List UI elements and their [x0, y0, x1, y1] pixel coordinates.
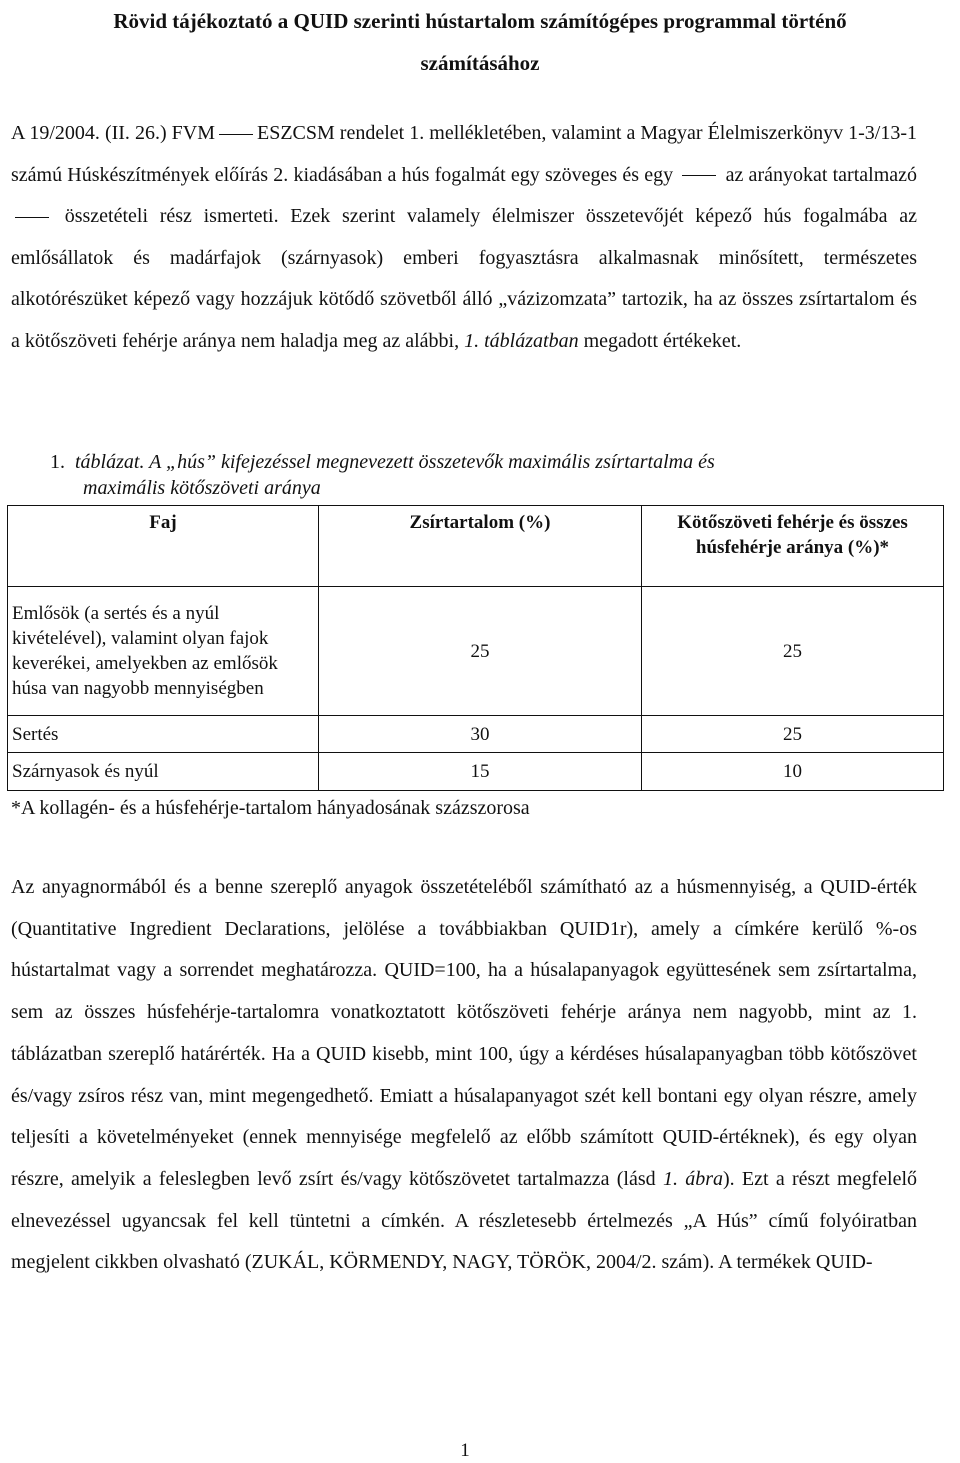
header-connective-tissue-ratio: Kötőszöveti fehérje és összes húsfehérje aránya (%)* [642, 506, 944, 587]
table-header-row [8, 506, 944, 587]
cell-ratio: 10 [642, 753, 944, 791]
intro-text-f: megadott értékeket. [583, 329, 742, 352]
caption-text-line-2: maximális kötőszöveti aránya [83, 477, 321, 499]
cell-ratio: 25 [642, 716, 944, 753]
table-caption [50, 449, 910, 501]
cell-fat: 30 [319, 716, 642, 753]
quid-paragraph [11, 867, 917, 1284]
quid-text-a: Az anyagnormából és a benne szereplő anyagok összetételéből számítható az a húsmennyiség, a QUID-érték (Quantitative Ingredient Declarations, jelölése a továbbiakban QUID1r), amely a címkére kerülő %-os hústartalmat vagy a sorrendet meghatározza. QUID=100, ha a húsalapanyagok együttesének sem zsírtartalma, sem az összes húsfehérje-tartalomra vonatkoztatott kötőszöveti fehérje aránya nem nagyobb, mint az 1. táblázatban szereplő határérték. Ha a QUID kisebb, mint 100, úgy a kérdéses húsalapanyagban több kötőszövet és/vagy zsíros rész van, mint megengedhető. Emiatt a húsalapanyagot szét kell bontani egy olyan részre, amely teljesíti a követelményeket (ennek mennyisége megfelelő az előbb számított QUID-értéknek), és egy olyan részre, amelyik a feleslegben levő zsírt és/vagy kötőszövetet tartalmazza (lásd [11, 876, 917, 1190]
em-dash-rule [682, 175, 716, 176]
cell-ratio: 25 [642, 587, 944, 716]
em-dash-rule [219, 134, 253, 135]
header-fat-content: Zsírtartalom (%) [319, 506, 642, 587]
quid-text-c: ). Ezt a részt megfelelő elnevezéssel ugyancsak fel kell tüntetni a címkén. A részletesebb értelmezés „A Hús” című folyóiratban megjelent cikkben olvasható (ZUKÁL, KÖRMENDY, NAGY, TÖRÖK, 2004/2. szám). A termékek QUID- [11, 1167, 918, 1274]
intro-text-d: összetételi rész ismerteti. Ezek szerint valamely élelmiszer összetevőjét képező hús fogalmába az emlősállatok és madárfajok (szárnyasok) emberi fogyasztásra alkalmasnak minősített, természetes alkotórészüket képező vagy hozzájuk kötődő szövetből álló „vázizomzata” tartozik, ha az összes zsírtartalom és a kötőszöveti fehérje aránya nem haladja meg az alábbi, [11, 205, 917, 352]
page-number: 1 [460, 1440, 470, 1461]
table-row [8, 753, 944, 791]
caption-number: 1. [50, 451, 65, 473]
meat-content-table [7, 505, 944, 791]
cell-fat: 25 [319, 587, 642, 716]
cell-fat: 15 [319, 753, 642, 791]
em-dash-rule [15, 217, 49, 218]
title-line-2: számításához [420, 51, 540, 75]
intro-text-b: ESZCSM rendelet 1. mellékletében, valamint a Magyar Élelmiszerkönyv 1-3/13-1 számú Húskészítmények előírás 2. kiadásában a hús fogalmát egy szöveges és egy [11, 122, 917, 186]
cell-species: Sertés [8, 716, 319, 753]
title-line-1: Rövid tájékoztató a QUID szerinti hústartalom számítógépes programmal történő [113, 9, 847, 33]
header-species: Faj [8, 506, 319, 587]
document-title [10, 0, 950, 84]
figure-reference: 1. ábra [662, 1167, 723, 1190]
caption-text-line-1: A „hús” kifejezéssel megnevezett összetevők maximális zsírtartalma és [149, 451, 715, 473]
caption-label: táblázat. [75, 451, 145, 473]
intro-paragraph [11, 113, 917, 362]
table-reference: 1. táblázatban [464, 329, 579, 352]
table-row [8, 587, 944, 716]
table-row [8, 716, 944, 753]
intro-text-a: A 19/2004. (II. 26.) FVM [11, 122, 215, 144]
table-footnote: *A kollagén- és a húsfehérje-tartalom hányadosának százszorosa [11, 797, 530, 819]
cell-species: Szárnyasok és nyúl [8, 753, 319, 791]
intro-text-c: az arányokat tartalmazó [725, 163, 918, 186]
cell-species: Emlősök (a sertés és a nyúl kivételével), valamint olyan fajok keverékei, amelyekben az emlősök húsa van nagyobb mennyiségben [8, 587, 319, 716]
